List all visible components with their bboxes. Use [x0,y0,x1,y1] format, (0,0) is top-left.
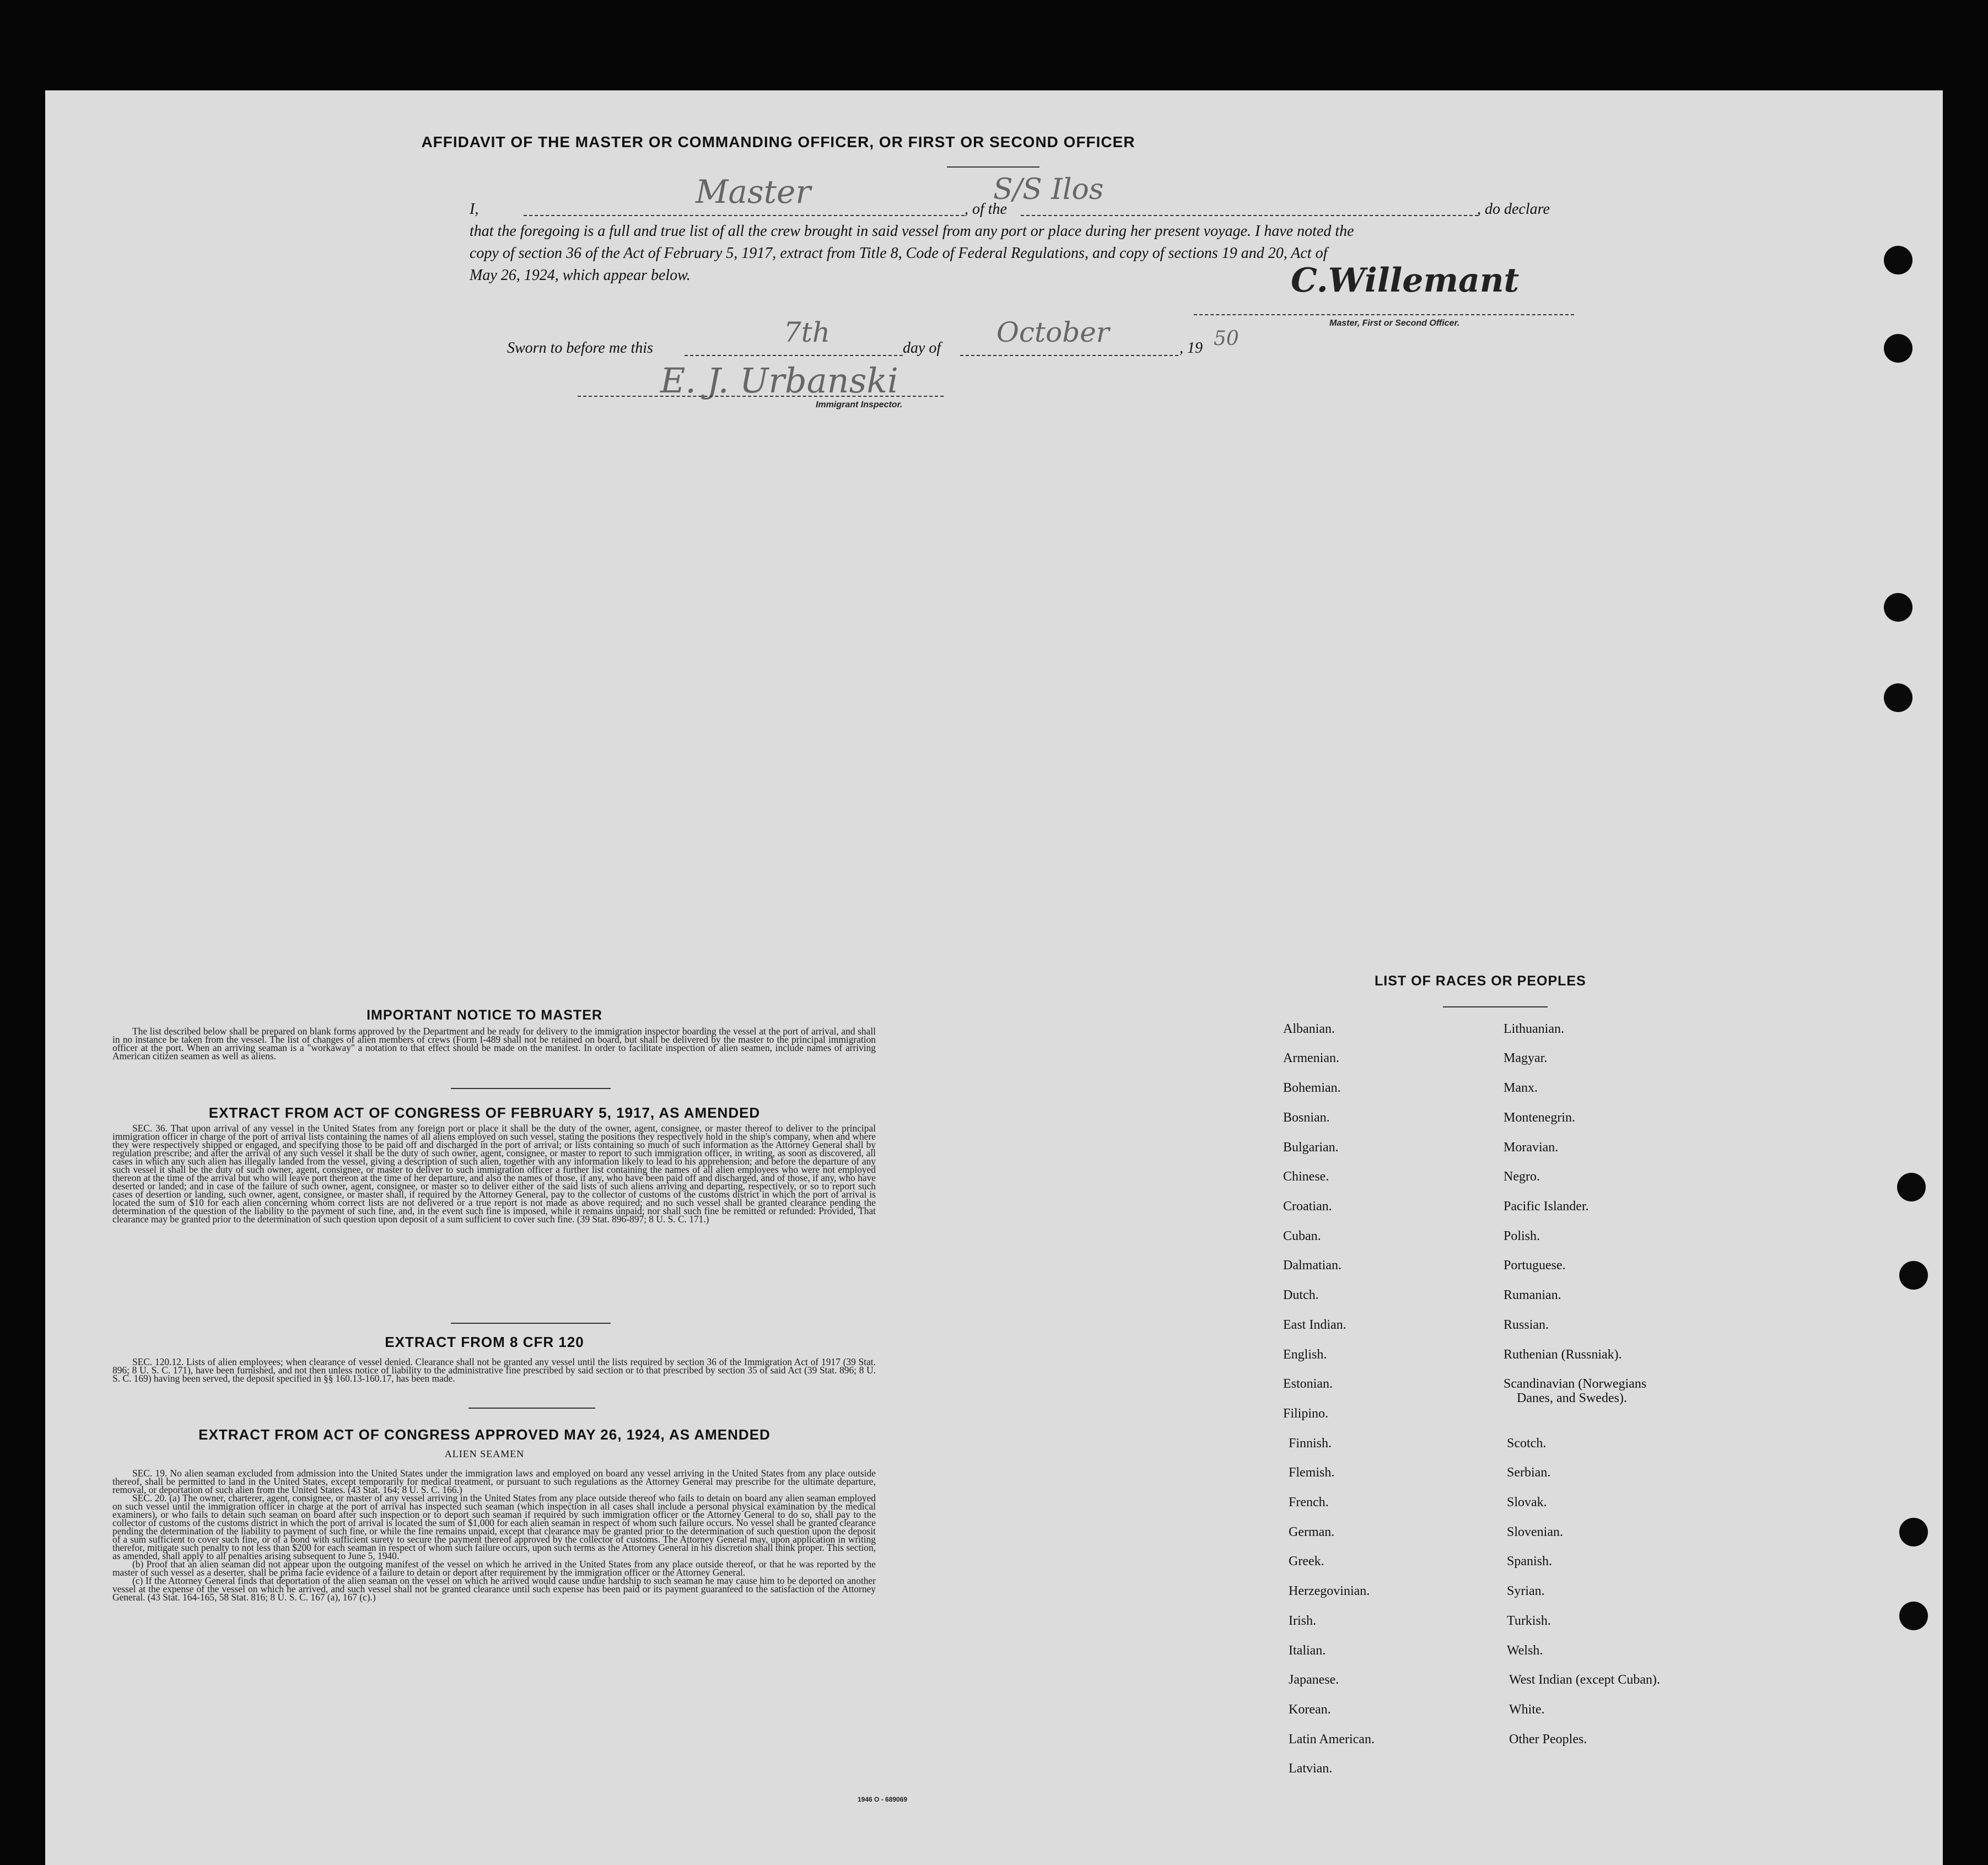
rank-line [524,215,965,216]
cfr-body: SEC. 120.12. Lists of alien employees; when clearance of vessel denied. Clearance shall not be granted any vessel until the lists required by section 36 of the Immigration Act of 1917 (39 Stat. 896; 8 U. S. C. 171), have been furnished, and not then unless notice of liability to the administrative fine prescribed by said section or to that prescribed by section 35 of said Act (39 Stat. 896; 8 U. S. C. 169) having been served, the deposit specified in §§ 160.13-160.17, has been made. [112,1356,876,1384]
race-item: Dutch. [1283,1288,1319,1302]
race-item: Herzegovinian. [1289,1584,1370,1598]
sec20b-text: (b) Proof that an alien seaman did not appear upon the outgoing manifest of the vessel on which he arrived in the United States from any place outside thereof, or that he was reported by the master of such vessel as a deserter, shall be prima facie evidence of a failure to detain or deport after requirement by the immigration officer or the Attorney General. [112,1559,876,1578]
signer-caption: Master, First or Second Officer. [1329,319,1460,328]
race-item: Negro. [1504,1169,1540,1184]
punch-hole [1884,334,1912,363]
extract-1924-body [112,1469,876,1602]
notice-title: IMPORTANT NOTICE TO MASTER [367,1007,602,1023]
handwritten-vessel: S/S Ilos [993,173,1104,206]
race-item: Japanese. [1289,1673,1339,1687]
month-line [960,355,1178,356]
master-signature: C.Willemant [1291,261,1520,300]
signature-line [1194,314,1574,315]
race-item: Irish. [1289,1614,1316,1628]
handwritten-rank: Master [696,173,811,211]
inspector-signature: E. J. Urbanski [660,360,898,401]
race-item: Moravian. [1504,1140,1559,1155]
race-item: Turkish. [1507,1614,1551,1628]
day-line [685,355,903,356]
race-item: Greek. [1289,1554,1324,1568]
sec20c-text: (c) If the Attorney General finds that deportation of the alien seaman on the vessel on which he arrived would cause undue hardship to such seaman he may cause him to be deported on another vessel at the expense of the vessel on which he arrived, and such vessel shall not be granted clearance until such expense has been paid or its payment guaranteed to the satisfaction of the Attorney General. (43 Stat. 164-165, 58 Stat. 816; 8 U. S. C. 167 (a), 167 (c).) [112,1575,876,1603]
race-item: Scotch. [1507,1436,1547,1451]
alien-seamen-subtitle: ALIEN SEAMEN [444,1448,525,1459]
race-item: Latin American. [1289,1732,1375,1747]
punch-hole [1884,246,1912,274]
race-item: Korean. [1289,1702,1331,1717]
declaration-line-2: that the foregoing is a full and true list of all the crew brought in said vessel from any port or place during her present voyage. I have noted the [470,223,1354,240]
document-page [45,90,1943,1865]
punch-hole [1899,1518,1928,1546]
affidavit-title: AFFIDAVIT OF THE MASTER OR COMMANDING OFFICER, OR FIRST OR SECOND OFFICER [421,133,1135,150]
extract-1924-title: EXTRACT FROM ACT OF CONGRESS APPROVED MAY 26, 1924, AS AMENDED [198,1426,771,1443]
race-item: Albanian. [1283,1022,1335,1036]
punch-hole [1899,1602,1928,1630]
race-item: Latvian. [1289,1761,1333,1776]
do-declare-label: , do declare [1477,201,1550,218]
race-item: Chinese. [1283,1169,1329,1184]
title-underline [947,166,1039,168]
punch-hole [1884,593,1912,622]
race-item: Finnish. [1289,1436,1332,1451]
race-item: Armenian. [1283,1051,1339,1065]
inspector-line [578,396,944,397]
race-item: Montenegrin. [1504,1111,1575,1125]
race-item: Filipino. [1283,1406,1329,1421]
race-item: Ruthenian (Russniak). [1504,1347,1622,1362]
extract-1917-title: EXTRACT FROM ACT OF CONGRESS OF FEBRUARY 5, 1917, AS AMENDED [208,1104,761,1121]
race-item: Scandinavian (Norwegians [1504,1377,1647,1391]
race-item: English. [1283,1347,1327,1362]
extract-1917-divider [451,1323,611,1324]
punch-hole [1884,683,1912,712]
punch-hole [1899,1261,1928,1290]
races-title: LIST OF RACES OR PEOPLES [1375,973,1586,989]
race-item: Welsh. [1507,1643,1543,1658]
race-item: Polish. [1504,1229,1540,1243]
race-item: Portuguese. [1504,1258,1566,1273]
cfr-divider [468,1408,595,1409]
declaration-line-3: copy of section 36 of the Act of February 5, 1917, extract from Title 8, Code of Federal Regulations, and copy of sections 19 and 20, Act of [470,245,1328,262]
sec20a-text: SEC. 20. (a) The owner, charterer, agent, consignee, or master of any vessel arriving in the United States from any place outside thereof who fails to detain on board any alien seaman employed on such vessel until the immigration officer in charge at the port of arrival has inspected such seaman (which inspection in all cases shall include a personal physical examination by the medical examiners), or who fails to detain such seaman on board after such inspection or to deport such seaman if required by such immigration officer or the Attorney General to do so, shall pay to the collector of customs of the customs district in which the port of arrival is located the sum of $1,000 for each alien seaman in respect of whom such failure occurs. No vessel shall be granted clearance pending the determination of the liability to payment of such fine, or while the fine remains unpaid, except that clearance may be granted prior to the determination of such question upon the deposit of a sum sufficient to cover such fine, or of a bond with sufficient surety to secure the payment thereof approved by the collector of customs. The Attorney General may, upon application in writing therefor, mitigate such penalty to not less than $200 for each seaman in respect of whom such failure occurs, upon such terms as the Attorney General in his discretion shall think proper. This section, as amended, shall apply to all penalties arising subsequent to June 5, 1940. [112,1492,876,1561]
i-label: I, [470,201,479,218]
race-item: Slovak. [1507,1495,1547,1510]
notice-divider [451,1088,611,1089]
race-item: Pacific Islander. [1504,1199,1589,1214]
race-item: Flemish. [1289,1465,1335,1480]
form-number: 1946 O - 689069 [858,1796,908,1803]
race-item: Bohemian. [1283,1081,1341,1095]
handwritten-day: 7th [784,316,831,348]
notice-body: The list described below shall be prepared on blank forms approved by the Department and be ready for delivery to the immigration inspector boarding the vessel at the port of arrival, and shall in no instance be taken from the vessel. The list of changes of alien members of crews (Form I-489 shall not be retained on board, but shall be delivered by the master to the principal immigration officer at the port. When an arriving seaman is a "workaway" a notation to that effect should be made on the manifest. In order to facilitate inspection of alien seamen, include names of arriving American citizen seamen as well as aliens. [112,1026,876,1061]
race-item: Syrian. [1507,1584,1545,1598]
vessel-line [1021,215,1478,216]
punch-hole [1897,1173,1926,1201]
race-item: French. [1289,1495,1329,1510]
race-item: Italian. [1289,1643,1326,1658]
race-item: Slovenian. [1507,1525,1563,1539]
race-item: Spanish. [1507,1554,1553,1568]
day-of-label: day of [903,339,941,357]
race-item: West Indian (except Cuban). [1509,1673,1660,1687]
race-item: Estonian. [1283,1377,1333,1391]
race-item: Manx. [1504,1081,1538,1095]
sec19-text: SEC. 19. No alien seaman excluded from admission into the United States under the immigration laws and employed on board any vessel arriving in the United States from any place outside thereof, shall be permitted to land in the United States, except temporarily for medical treatment, or pursuant to such regulations as the Attorney General may prescribe for the ultimate departure, removal, or deportation of such alien from the United States. (43 Stat. 164; 8 U. S. C. 166.) [112,1468,876,1495]
cfr-title: EXTRACT FROM 8 CFR 120 [385,1334,584,1350]
race-item: Lithuanian. [1504,1022,1564,1036]
race-item: Serbian. [1507,1465,1551,1480]
race-item: Other Peoples. [1509,1732,1587,1747]
handwritten-year: 50 [1214,327,1239,350]
inspector-caption: Immigrant Inspector. [816,400,903,409]
race-item: Bosnian. [1283,1111,1330,1125]
race-item: East Indian. [1283,1318,1346,1332]
declaration-line-4: May 26, 1924, which appear below. [470,267,691,284]
race-item: Russian. [1504,1318,1549,1332]
extract-1917-body: SEC. 36. That upon arrival of any vessel in the United States from any foreign port or place it shall be the duty of the owner, agent, consignee, or master thereof to deliver to the principal immigration officer in charge of the port of arrival lists containing the names of all aliens employed on such vessel, stating the positions they respectively hold in the ship's company, when and where they were respectively shipped or engaged, and specifying those to be paid off and discharged in the port of arrival; or lists containing so much of such information as the Attorney General shall by regulation prescribe; and after the arrival of any such vessel it shall be the duty of such owner, agent, consignee, or master to report to such immigration officer, in writing, as soon as discovered, all cases in which any such alien has illegally landed from the vessel, giving a description of such alien, together with any information likely to lead to his apprehension; and before the departure of any such vessel it shall be the duty of such owner, agent, consignee, or master to deliver to such immigration officer a further list containing the names of all alien employees who were not employed thereon at the time of the arrival but who will leave port thereon at the time of her departure, and also the names of those, if any, who have been paid off and discharged, and of those, if any, who have deserted or landed; and in case of the failure of such owner, agent, consignee, or master so to deliver either of the said lists of such aliens arriving and departing, respectively, or so to report such cases of desertion or landing, such owner, agent, consignee, or master shall, if required by the Attorney General, pay to the collector of customs of the customs district in which the port of arrival is located the sum of $10 for each alien concerning whom correct lists are not delivered or a true report is not made as above required; and no such vessel shall be granted clearance pending the determination of the question of the liability to the payment of such fine, and, in the event such fine is imposed, while it remains unpaid; nor shall such fine be remitted or refunded: Provided, That clearance may be granted prior to the determination of such question upon deposit of a sum sufficient to cover such fine. (39 Stat. 896-897; 8 U. S. C. 171.) [112,1123,876,1225]
races-underline [1443,1006,1548,1007]
race-item: Bulgarian. [1283,1140,1339,1155]
race-item: Croatian. [1283,1199,1332,1214]
race-item: Cuban. [1283,1229,1321,1243]
race-item: White. [1509,1702,1545,1717]
year-prefix: , 19 [1179,339,1203,357]
race-item: Dalmatian. [1283,1258,1342,1273]
race-item: Magyar. [1504,1051,1548,1065]
race-item: Danes, and Swedes). [1517,1391,1627,1405]
of-the-label: , of the [965,201,1007,218]
sworn-label: Sworn to before me this [507,339,653,357]
handwritten-month: October [996,316,1109,348]
race-item: Rumanian. [1504,1288,1561,1302]
race-item: German. [1289,1525,1335,1539]
